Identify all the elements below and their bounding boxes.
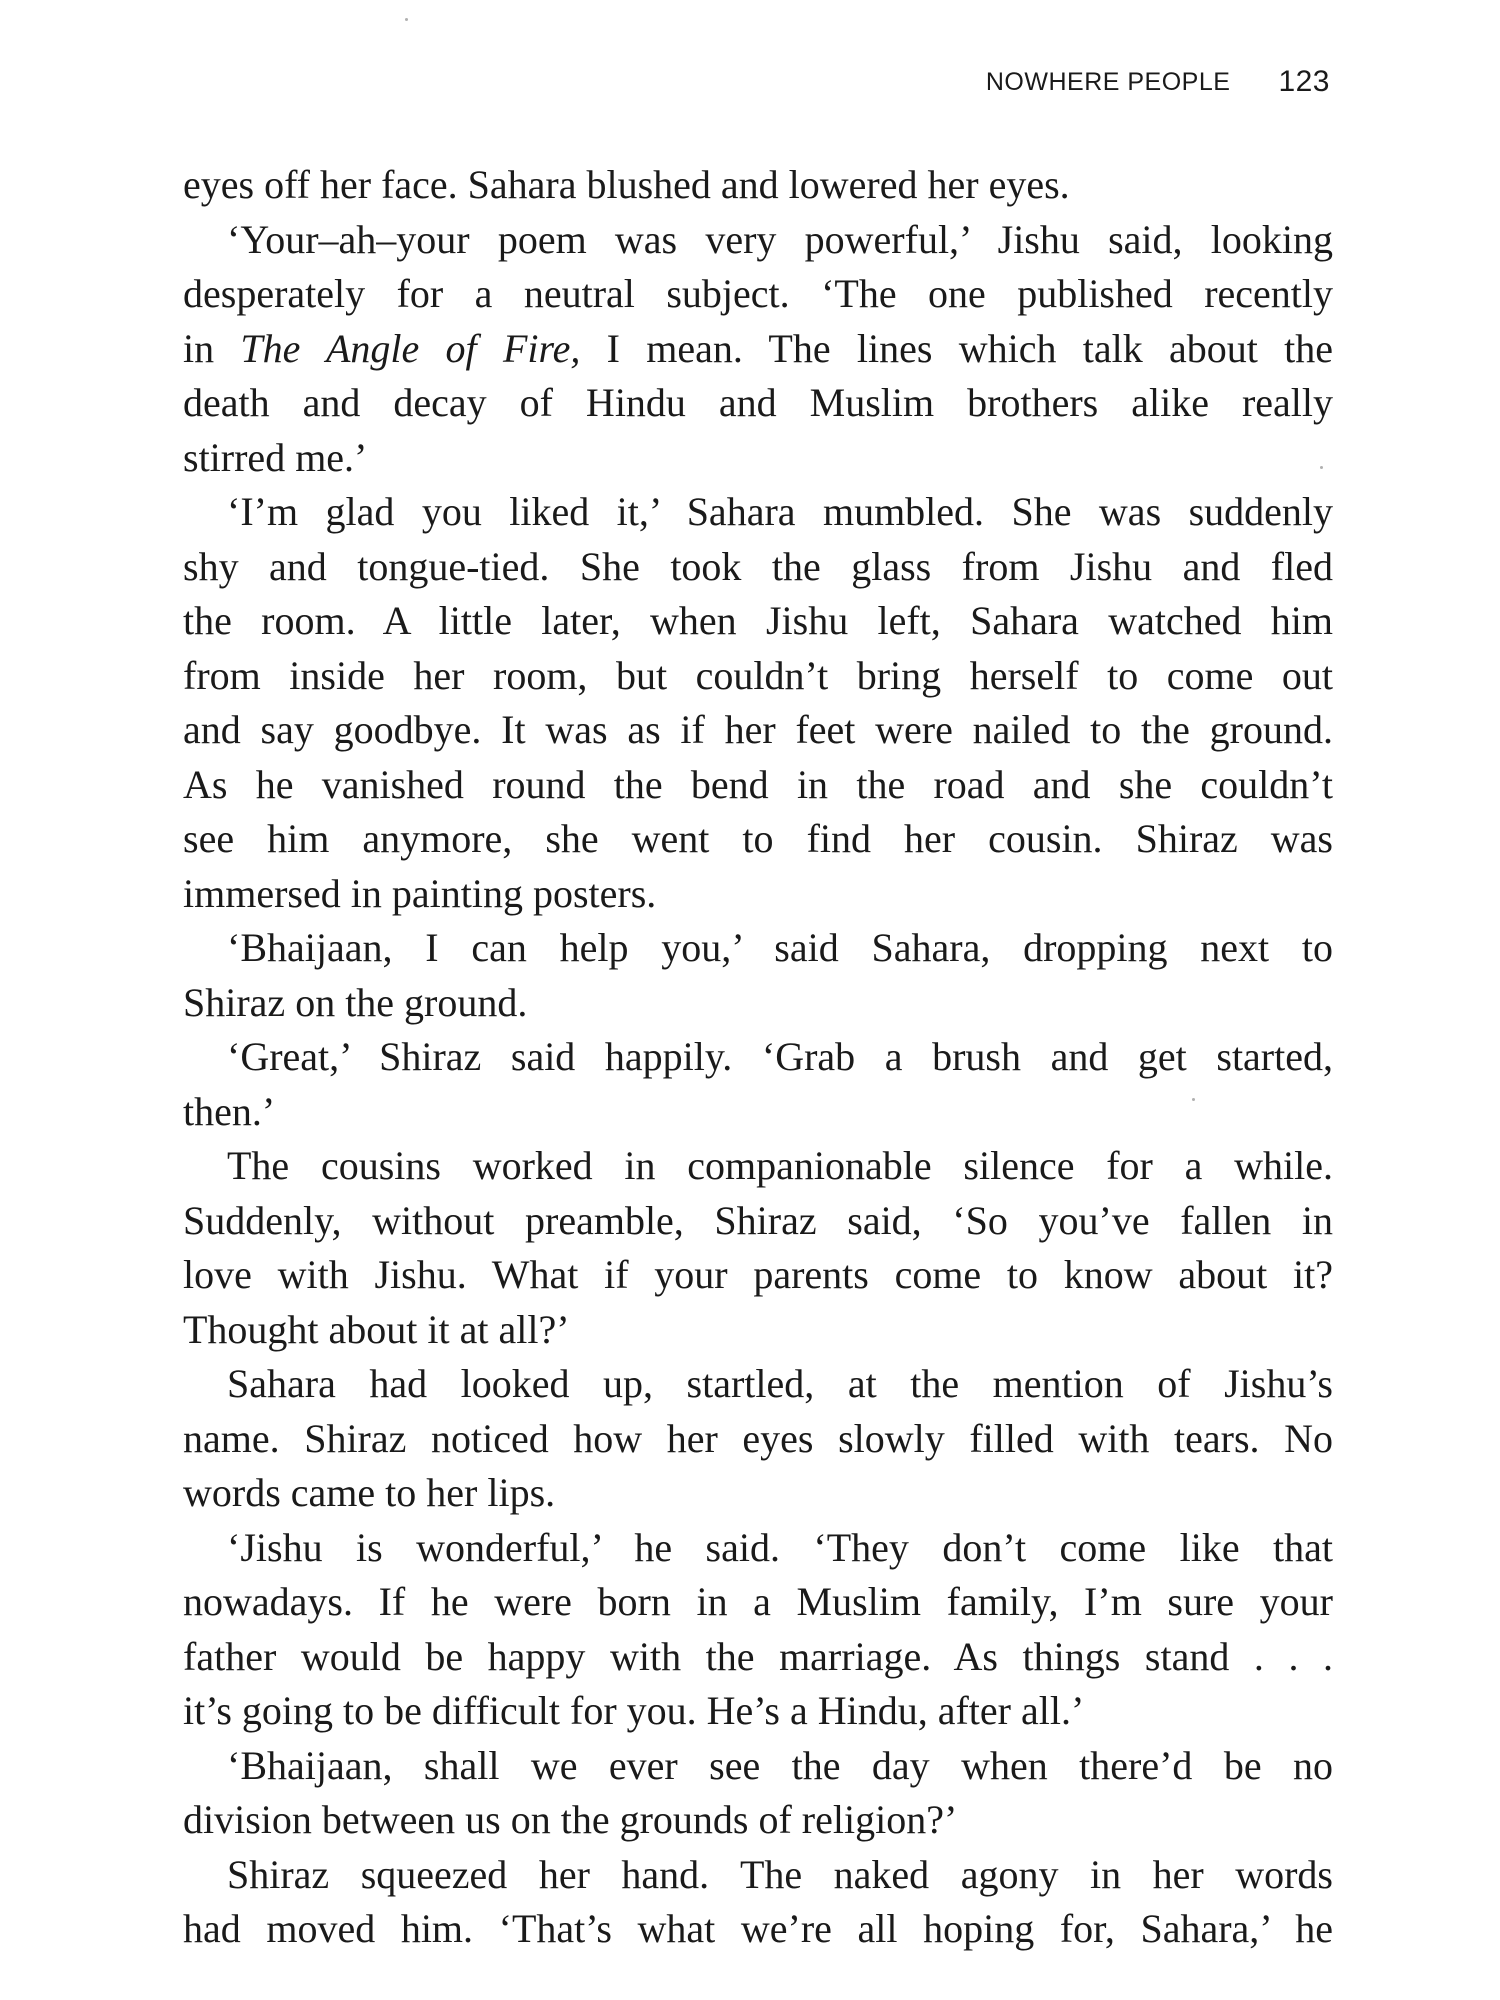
- text-line: death and decay of Hindu and Muslim brothers alike really: [183, 380, 1333, 425]
- text-line: ‘I’m glad you liked it,’ Sahara mumbled. She was suddenly: [227, 489, 1333, 534]
- body-text: [183, 158, 1333, 1957]
- text-line: ‘Bhaijaan, I can help you,’ said Sahara, dropping next to: [227, 925, 1333, 970]
- page-number: 123: [1278, 65, 1330, 98]
- text-line: Shiraz on the ground.: [183, 979, 528, 1025]
- running-title: NOWHERE PEOPLE: [985, 67, 1231, 96]
- text-line: desperately for a neutral subject. ‘The one published recently: [183, 271, 1333, 316]
- text-line: stirred me.’: [183, 434, 368, 480]
- text-line: ‘Your–ah–your poem was very powerful,’ Jishu said, looking: [227, 216, 1333, 262]
- text-line: it’s going to be difficult for you. He’s a Hindu, after all.’: [183, 1688, 1085, 1733]
- text-line: had moved him. ‘That’s what we’re all hoping for, Sahara,’ he: [183, 1906, 1333, 1951]
- text-line: the room. A little later, when Jishu left, Sahara watched him: [183, 598, 1333, 643]
- text-line: immersed in painting posters.: [183, 870, 657, 916]
- text-line: ‘Bhaijaan, shall we ever see the day when there’d be no: [227, 1742, 1333, 1788]
- text-line: ‘Jishu is wonderful,’ he said. ‘They don’t come like that: [227, 1524, 1333, 1570]
- text-run: in: [183, 325, 241, 371]
- italic-title: The Angle of Fire,: [240, 325, 581, 371]
- text-line: Thought about it at all?’: [183, 1306, 570, 1352]
- text-line: Shiraz squeezed her hand. The naked agony in her words: [227, 1851, 1333, 1897]
- text-line: father would be happy with the marriage. As things stand . . .: [183, 1633, 1333, 1679]
- text-line: As he vanished round the bend in the road and she couldn’t: [183, 761, 1333, 807]
- text-line: then.’: [183, 1088, 276, 1134]
- text-line: name. Shiraz noticed how her eyes slowly filled with tears. No: [183, 1415, 1333, 1461]
- scan-speck: [1320, 466, 1323, 469]
- text-line: see him anymore, she went to find her cousin. Shiraz was: [183, 816, 1333, 861]
- text-line: words came to her lips.: [183, 1470, 556, 1515]
- text-line: Sahara had looked up, startled, at the mention of Jishu’s: [227, 1361, 1333, 1406]
- text-line: [183, 322, 1333, 377]
- text-line: division between us on the grounds of religion?’: [183, 1797, 958, 1842]
- text-line: nowadays. If he were born in a Muslim family, I’m sure your: [183, 1579, 1333, 1624]
- running-head: [910, 62, 1330, 102]
- scan-speck: [405, 18, 408, 21]
- text-line: eyes off her face. Sahara blushed and lowered her eyes.: [183, 162, 1070, 207]
- text-line: shy and tongue-tied. She took the glass from Jishu and fled: [183, 543, 1333, 589]
- scan-speck: [1192, 1098, 1195, 1101]
- text-line: The cousins worked in companionable silence for a while.: [227, 1143, 1333, 1188]
- text-line: and say goodbye. It was as if her feet were nailed to the ground.: [183, 707, 1333, 752]
- text-line: love with Jishu. What if your parents come to know about it?: [183, 1252, 1333, 1297]
- text-run: I mean. The lines which talk about the: [580, 325, 1333, 371]
- text-line: from inside her room, but couldn’t bring herself to come out: [183, 652, 1333, 698]
- text-line: Suddenly, without preamble, Shiraz said, ‘So you’ve fallen in: [183, 1197, 1333, 1243]
- text-line: ‘Great,’ Shiraz said happily. ‘Grab a brush and get started,: [227, 1034, 1333, 1079]
